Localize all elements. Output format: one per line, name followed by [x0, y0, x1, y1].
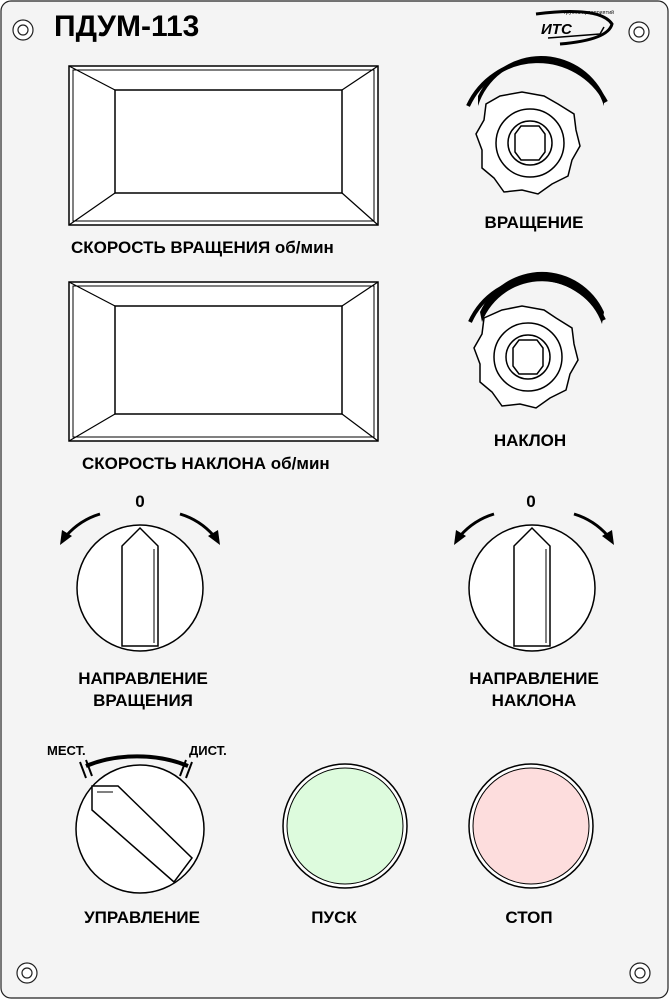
local-mode-label: МЕСТ.: [47, 743, 86, 758]
tilt-direction-label-line1: НАПРАВЛЕНИЕ: [469, 669, 599, 688]
tilt-switch-zero-mark: 0: [526, 492, 536, 511]
control-mode-label: УПРАВЛЕНИЕ: [84, 908, 200, 927]
rotation-speed-unit: об/мин: [274, 238, 334, 257]
mounting-hole-top-left: [13, 20, 33, 40]
tilt-speed-label-text: СКОРОСТЬ НАКЛОНА: [82, 454, 267, 473]
company-logo-name: ИТС: [541, 21, 572, 38]
rotation-speed-label: [71, 237, 334, 259]
mounting-hole-top-right: [629, 22, 649, 42]
rotation-direction-label-line2: ВРАЩЕНИЯ: [93, 691, 193, 710]
stop-button[interactable]: [469, 764, 593, 888]
rotation-knob-label: ВРАЩЕНИЕ: [484, 213, 584, 232]
mounting-hole-bottom-left: [17, 963, 37, 983]
mounting-hole-bottom-right: [630, 963, 650, 983]
stop-button-label: СТОП: [505, 908, 553, 927]
rotation-speed-label-text: СКОРОСТЬ ВРАЩЕНИЯ: [71, 238, 271, 257]
company-logo-tagline: группа предприятий: [564, 10, 615, 16]
tilt-speed-display: [69, 282, 378, 441]
rotation-speed-display: [69, 66, 378, 225]
rotation-switch-zero-mark: 0: [135, 492, 145, 511]
remote-mode-label: ДИСТ.: [189, 743, 227, 758]
panel-title: ПДУМ-113: [54, 10, 200, 43]
start-button-label: ПУСК: [311, 908, 357, 927]
tilt-knob-label: НАКЛОН: [493, 431, 567, 450]
start-button[interactable]: [283, 764, 407, 888]
tilt-speed-label: [82, 453, 330, 475]
tilt-direction-label-line2: НАКЛОНА: [491, 691, 577, 710]
tilt-speed-unit: об/мин: [270, 454, 330, 473]
rotation-direction-label-line1: НАПРАВЛЕНИЕ: [78, 669, 208, 688]
